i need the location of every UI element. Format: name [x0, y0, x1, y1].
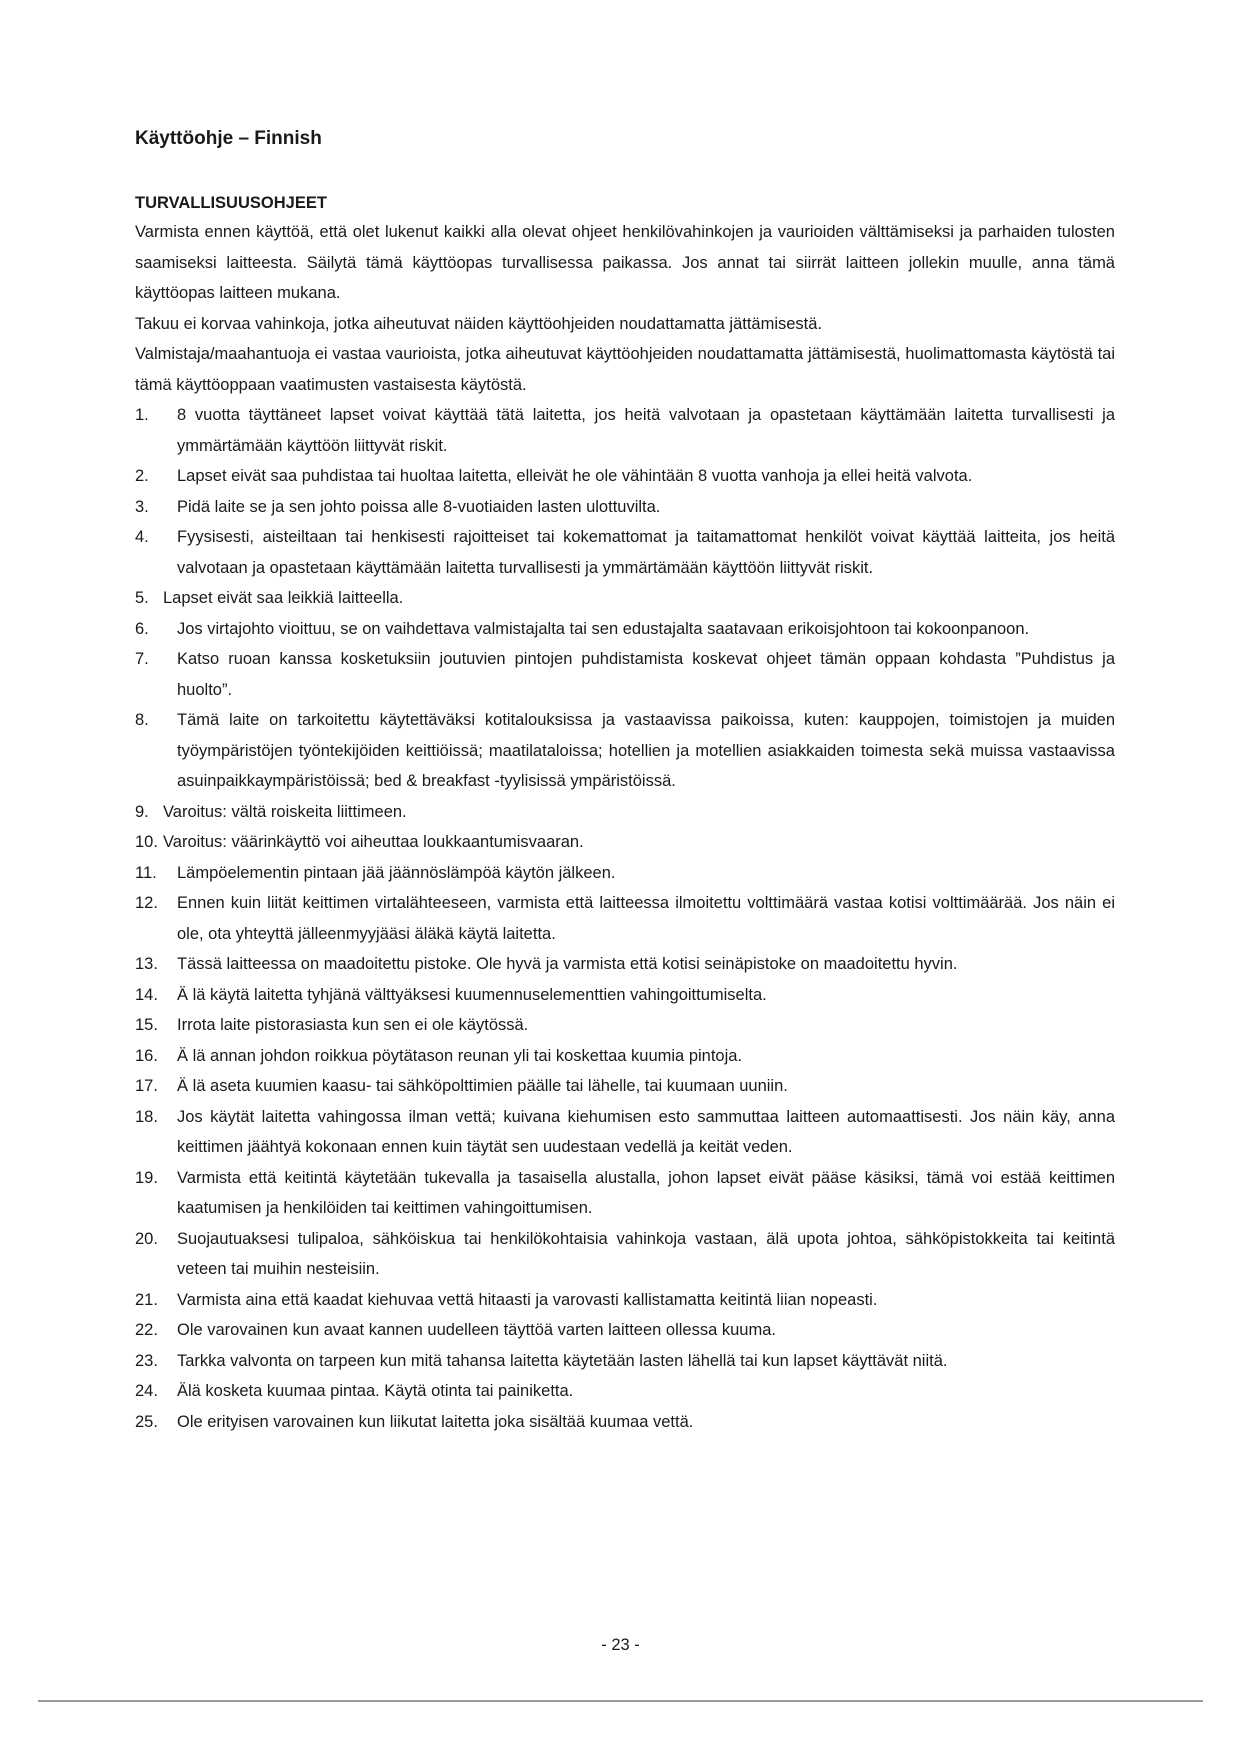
- item-text: Tämä laite on tarkoitettu käytettäväksi kotitalouksissa ja vastaavissa paikoissa, kuten: kauppojen, toimistojen ja muiden työympäristöjen työntekijöiden keittiöissä; maatilataloissa; hotellien ja motellien asiakkaiden toimesta sekä muissa vastaavissa asuinpaikkaympäristöissä; bed & breakfast -tyylisissä ympäristöissä.: [177, 711, 1115, 790]
- item-text: Varoitus: väärinkäyttö voi aiheuttaa loukkaantumisvaaran.: [163, 833, 584, 851]
- list-item: [135, 1010, 1115, 1041]
- list-item: [135, 1346, 1115, 1377]
- intro-paragraph: Valmistaja/maahantuoja ei vastaa vaurioista, jotka aiheutuvat käyttöohjeiden noudattamatta jättämisestä, huolimattomasta käytöstä tai tämä käyttöoppaan vaatimusten vastaisesta käytöstä.: [135, 345, 1115, 394]
- item-text: Jos virtajohto vioittuu, se on vaihdettava valmistajalta tai sen edustajalta saatavaan erikoisjohtoon tai kokoonpanoon.: [177, 619, 1030, 638]
- item-number: 23.: [135, 1351, 158, 1370]
- item-number: 17.: [135, 1077, 158, 1095]
- item-text: Ä lä annan johdon roikkua pöytätason reunan yli tai koskettaa kuumia pintoja.: [177, 1046, 743, 1065]
- list-item: [135, 1071, 1115, 1102]
- footer-divider: [38, 1700, 1203, 1702]
- item-number: 8.: [135, 711, 149, 729]
- item-text: Fyysisesti, aisteiltaan tai henkisesti rajoitteiset tai kokemattomat ja taitamattomat henkilöt voivat käyttää laitteita, jos heitä valvotaan ja opastetaan käyttämään laitetta turvallisesti ja ymmärtämään käyttöön liittyvät riskit.: [177, 528, 1115, 577]
- item-number: 24.: [135, 1382, 158, 1400]
- item-number: 5.: [135, 589, 149, 607]
- safety-list: [135, 400, 1115, 1437]
- list-item: [135, 705, 1115, 797]
- item-number: 3.: [135, 497, 149, 516]
- list-item: [135, 949, 1115, 980]
- item-number: 2.: [135, 467, 149, 485]
- list-item: [135, 1102, 1115, 1163]
- page-number: - 23 -: [601, 1636, 640, 1654]
- list-item: [135, 1041, 1115, 1072]
- list-item: [135, 888, 1115, 949]
- list-item: [135, 1315, 1115, 1346]
- item-number: 12.: [135, 894, 158, 912]
- list-item: [135, 1285, 1115, 1316]
- list-item: [135, 1224, 1115, 1285]
- list-item: [135, 827, 1115, 858]
- item-text: Tässä laitteessa on maadoitettu pistoke. Ole hyvä ja varmista että kotisi seinäpistoke on maadoitettu hyvin.: [177, 955, 958, 973]
- item-number: 6.: [135, 619, 149, 638]
- intro-paragraph: Varmista ennen käyttöä, että olet lukenut kaikki alla olevat ohjeet henkilövahinkojen ja vaurioiden välttämiseksi ja parhaiden tulosten saamiseksi laitteesta. Säilytä tämä käyttöopas turvallisessa paikassa. Jos annat tai siirrät laitteen jollekin muulle, anna tämä käyttöopas laitteen mukana.: [135, 223, 1115, 302]
- list-item: [135, 522, 1115, 583]
- item-text: Katso ruoan kanssa kosketuksiin joutuvien pintojen puhdistamista koskevat ohjeet tämän oppaan kohdasta ”Puhdistus ja huolto”.: [177, 650, 1115, 699]
- list-item: [135, 614, 1115, 645]
- item-number: 21.: [135, 1290, 158, 1309]
- list-item: [135, 858, 1115, 889]
- item-number: 11.: [135, 863, 157, 882]
- item-text: Irrota laite pistorasiasta kun sen ei ole käytössä.: [177, 1016, 529, 1034]
- item-number: 18.: [135, 1107, 158, 1126]
- intro-paragraph: Takuu ei korvaa vahinkoja, jotka aiheutuvat näiden käyttöohjeiden noudattamatta jättämisestä.: [135, 314, 823, 333]
- list-item: [135, 644, 1115, 705]
- list-item: [135, 400, 1115, 461]
- item-number: 15.: [135, 1016, 158, 1034]
- item-text: Pidä laite se ja sen johto poissa alle 8-vuotiaiden lasten ulottuvilta.: [177, 497, 661, 516]
- item-number: 19.: [135, 1168, 158, 1187]
- item-text: Varoitus: vältä roiskeita liittimeen.: [163, 802, 407, 821]
- list-item: [135, 461, 1115, 492]
- item-number: 13.: [135, 955, 158, 973]
- item-number: 14.: [135, 985, 158, 1004]
- intro-text: [135, 217, 1115, 400]
- list-item: [135, 1163, 1115, 1224]
- item-text: Ole varovainen kun avaat kannen uudelleen täyttöä varten laitteen ollessa kuuma.: [177, 1321, 776, 1339]
- item-number: 10.: [135, 833, 158, 851]
- list-item: [135, 1407, 1115, 1438]
- list-item: [135, 797, 1115, 828]
- item-text: Ennen kuin liität keittimen virtalähteeseen, varmista että laitteessa ilmoitettu volttimäärä vastaa kotisi volttimäärää. Jos näin ei ole, ota yhteyttä jälleenmyyjääsi äläkä käytä laitetta.: [177, 894, 1115, 943]
- item-text: Tarkka valvonta on tarpeen kun mitä tahansa laitetta käytetään lasten lähellä tai kun lapset käyttävät niitä.: [177, 1351, 948, 1370]
- list-item: [135, 492, 1115, 523]
- list-item: [135, 980, 1115, 1011]
- item-text: Varmista aina että kaadat kiehuvaa vettä hitaasti ja varovasti kallistamatta keitintä liian nopeasti.: [177, 1290, 878, 1309]
- document-title: Käyttöohje – Finnish: [135, 128, 322, 149]
- item-text: Ä lä käytä laitetta tyhjänä välttyäksesi kuumennuselementtien vahingoittumiselta.: [177, 985, 767, 1004]
- item-number: 22.: [135, 1321, 158, 1339]
- item-text: Lapset eivät saa leikkiä laitteella.: [163, 589, 404, 607]
- item-text: Ä lä aseta kuumien kaasu- tai sähköpolttimien päälle tai lähelle, tai kuumaan uuniin.: [177, 1077, 788, 1095]
- item-number: 9.: [135, 802, 149, 821]
- item-number: 25.: [135, 1412, 158, 1431]
- item-text: Jos käytät laitetta vahingossa ilman vettä; kuivana kiehumisen esto sammuttaa laitteen automaattisesti. Jos näin käy, anna keittimen jäähtyä kokonaan ennen kuin täytät sen uudestaan vedellä ja keität veden.: [177, 1107, 1115, 1156]
- item-text: Lämpöelementin pintaan jää jäännöslämpöä käytön jälkeen.: [177, 863, 616, 882]
- list-item: [135, 1376, 1115, 1407]
- item-text: 8 vuotta täyttäneet lapset voivat käyttää tätä laitetta, jos heitä valvotaan ja opastetaan käyttämään laitetta turvallisesti ja ymmärtämään käyttöön liittyvät riskit.: [177, 406, 1115, 455]
- item-number: 4.: [135, 528, 149, 546]
- item-number: 1.: [135, 406, 149, 424]
- item-number: 16.: [135, 1046, 158, 1065]
- item-text: Suojautuaksesi tulipaloa, sähköiskua tai henkilökohtaisia vahinkoja vastaan, älä upota johtoa, sähköpistokkeita tai keitintä veteen tai muihin nesteisiin.: [177, 1229, 1115, 1278]
- item-text: Lapset eivät saa puhdistaa tai huoltaa laitetta, elleivät he ole vähintään 8 vuotta vanhoja ja ellei heitä valvota.: [177, 467, 973, 485]
- item-text: Varmista että keitintä käytetään tukevalla ja tasaisella alustalla, johon lapset eivät pääse käsiksi, tämä voi estää keittimen kaatumisen ja henkilöiden tai keittimen vahingoittumisen.: [177, 1168, 1115, 1217]
- list-item: [135, 583, 1115, 614]
- item-number: 20.: [135, 1229, 158, 1248]
- section-heading: TURVALLISUUSOHJEET: [135, 194, 327, 212]
- item-text: Ole erityisen varovainen kun liikutat laitetta joka sisältää kuumaa vettä.: [177, 1412, 694, 1431]
- document-page: [135, 128, 1115, 1437]
- item-number: 7.: [135, 650, 149, 668]
- item-text: Älä kosketa kuumaa pintaa. Käytä otinta tai painiketta.: [177, 1382, 574, 1400]
